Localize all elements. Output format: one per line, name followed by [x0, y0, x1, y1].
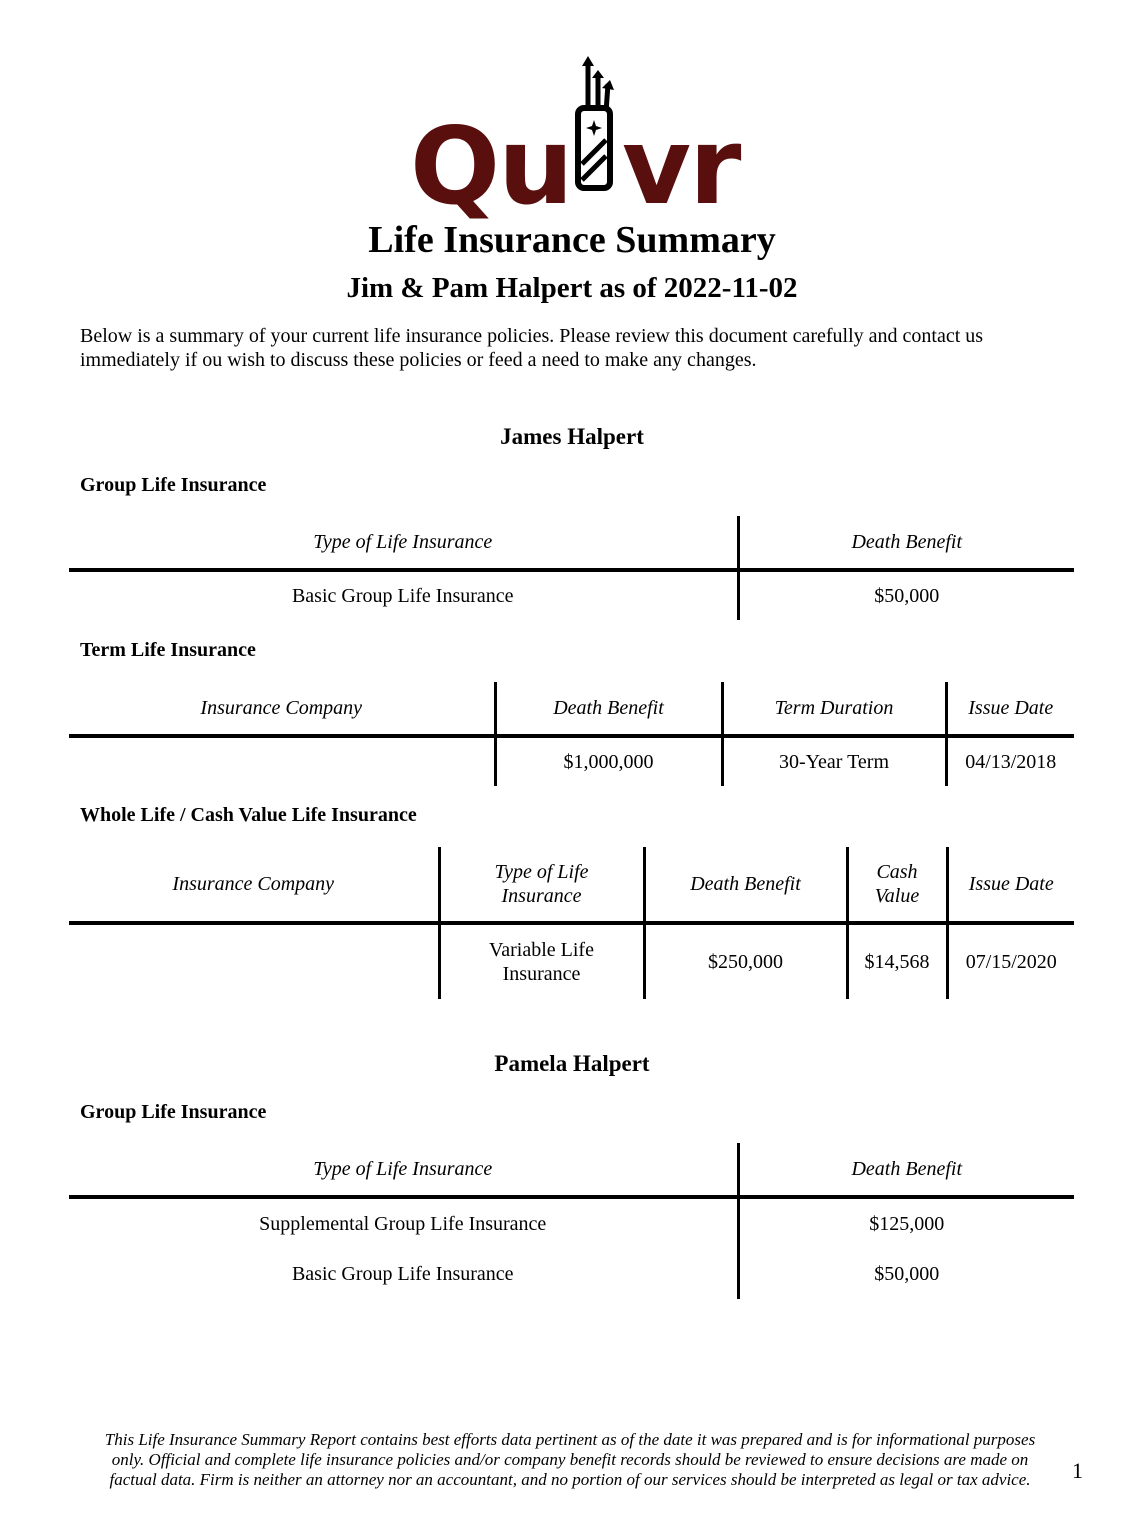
table-cell: $125,000: [738, 1197, 1074, 1249]
quiver-icon: [570, 52, 622, 192]
quivr-logo: [410, 52, 740, 228]
section-heading-james-whole: Whole Life / Cash Value Life Insurance: [80, 804, 417, 826]
james-whole-life-table: [69, 847, 1074, 999]
table-cell: $14,568: [847, 923, 947, 999]
column-header: Term Duration: [722, 682, 946, 736]
column-header: Death Benefit: [738, 516, 1074, 570]
james-term-life-table: [69, 682, 1074, 786]
column-header: Type of Life Insurance: [439, 847, 644, 923]
page-title: Life Insurance Summary: [368, 219, 776, 261]
table-cell: $1,000,000: [495, 736, 722, 786]
table-cell: Basic Group Life Insurance: [291, 1263, 514, 1285]
intro-paragraph: Below is a summary of your current life insurance policies. Please review this document carefully and contact us immediately if ou wish to discuss these policies or feed a need to make any changes.: [80, 325, 984, 371]
column-header: Issue Date: [947, 847, 1074, 923]
james-group-life-table: [69, 516, 1074, 620]
table-cell: Supplemental Group Life Insurance: [259, 1213, 547, 1235]
column-header: Issue Date: [946, 682, 1074, 736]
logo-text-vr: vr: [622, 105, 740, 228]
logo-text-qu: Qu: [410, 105, 572, 228]
pamela-group-life-table: [69, 1143, 1074, 1299]
person-name-james: James Halpert: [500, 424, 644, 449]
table-cell: 30-Year Term: [722, 736, 946, 786]
table-cell: 04/13/2018: [946, 736, 1074, 786]
column-header: Death Benefit: [644, 847, 847, 923]
table-row: [69, 1249, 1074, 1299]
table-cell: $50,000: [738, 1249, 1074, 1299]
column-header: Insurance Company: [69, 682, 495, 736]
column-header: Death Benefit: [495, 682, 722, 736]
table-row: [69, 1197, 1074, 1249]
table-cell: $50,000: [738, 570, 1074, 620]
table-cell: Variable Life Insurance: [439, 923, 644, 999]
column-header: Type of Life Insurance: [69, 1143, 738, 1197]
page-number: 1: [1072, 1458, 1083, 1483]
table-cell: Basic Group Life Insurance: [291, 585, 514, 607]
column-header: Insurance Company: [69, 847, 439, 923]
table-cell: $250,000: [644, 923, 847, 999]
section-heading-pamela-group: Group Life Insurance: [80, 1101, 267, 1123]
table-row: [69, 923, 1074, 999]
table-row: [69, 736, 1074, 786]
column-header: Cash Value: [847, 847, 947, 923]
person-name-pamela: Pamela Halpert: [494, 1051, 650, 1076]
table-cell: 07/15/2020: [947, 923, 1074, 999]
column-header: Death Benefit: [738, 1143, 1074, 1197]
section-heading-james-group: Group Life Insurance: [80, 474, 267, 496]
section-heading-james-term: Term Life Insurance: [80, 639, 256, 661]
table-row: [69, 570, 1074, 620]
page-subtitle: Jim & Pam Halpert as of 2022-11-02: [346, 272, 798, 304]
table-cell: [69, 736, 495, 786]
footer-disclaimer: This Life Insurance Summary Report contains best efforts data pertinent as of the date it was prepared and is for informational purposes only. Official and complete life insurance policies and/or company benefit records should be reviewed to ensure decisions are made on factual data. Firm is neither an attorney nor an accountant, and no portion of our services should be interpreted as legal or tax advice.: [104, 1430, 1036, 1489]
table-cell: [69, 923, 439, 999]
column-header: Type of Life Insurance: [69, 516, 738, 570]
